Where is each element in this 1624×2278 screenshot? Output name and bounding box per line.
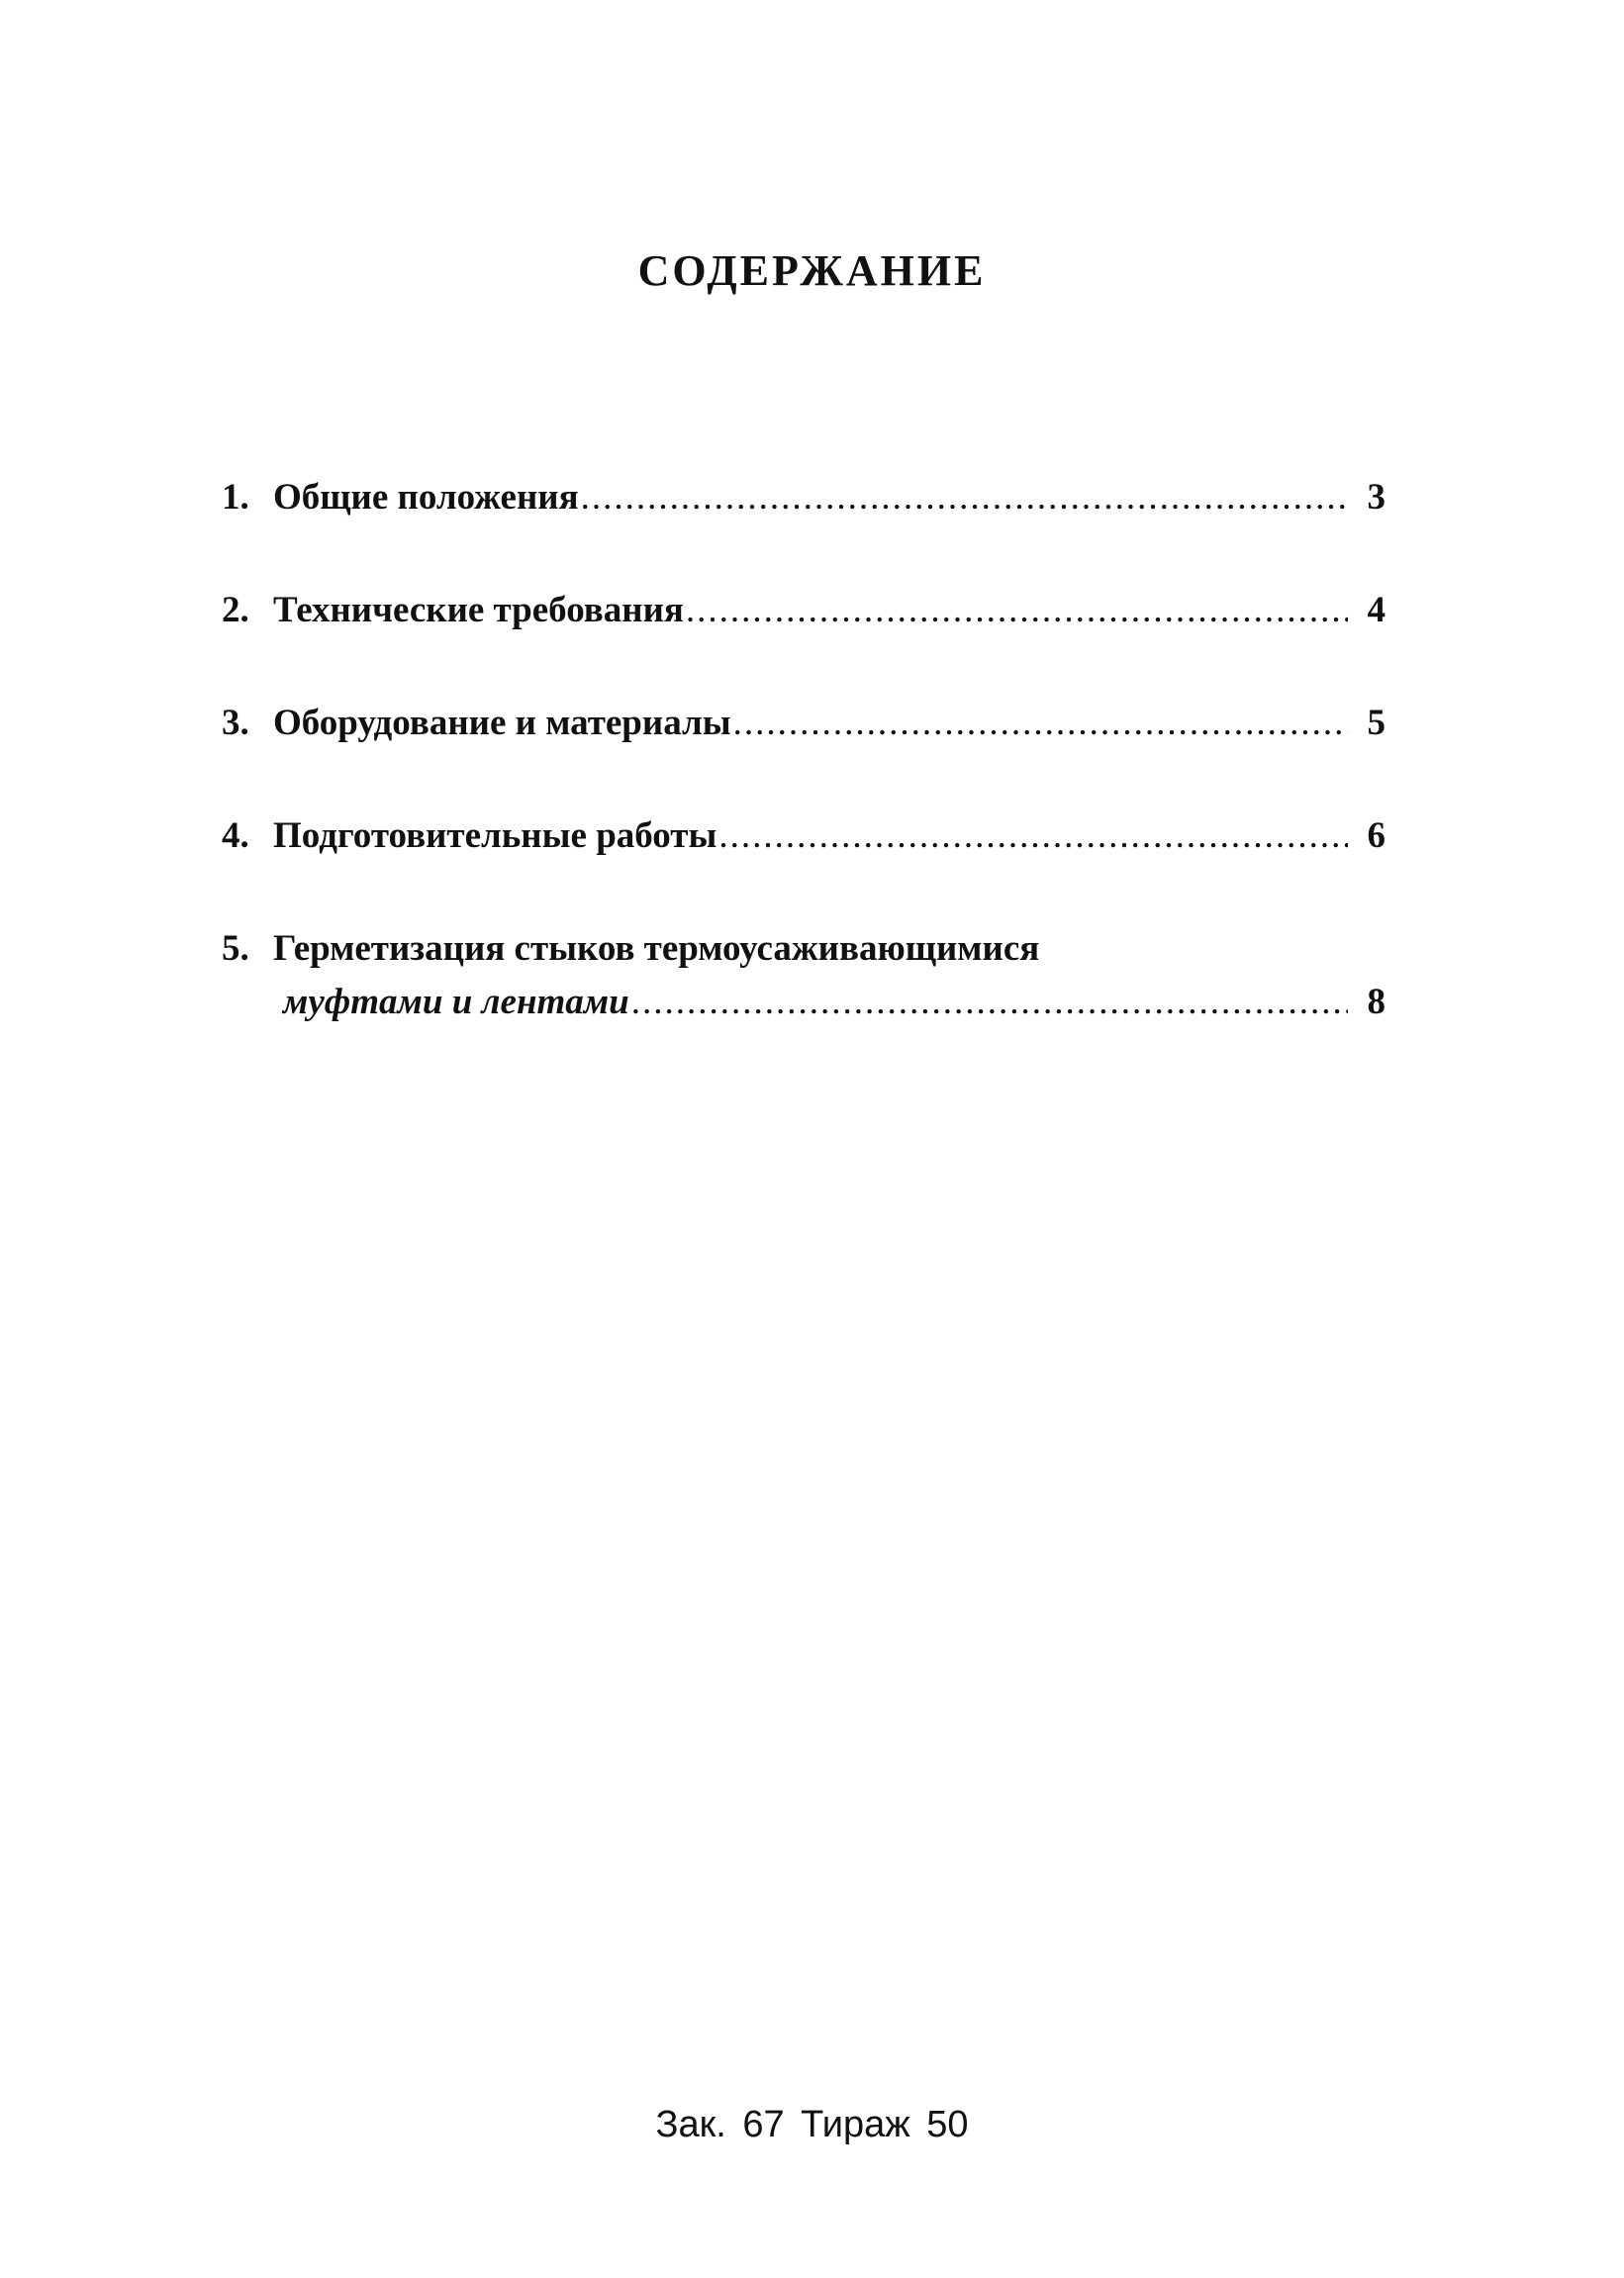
toc-entry-page: 5 (1367, 703, 1385, 743)
table-of-contents (222, 473, 1385, 1027)
toc-entry-page: 3 (1367, 477, 1385, 518)
toc-dot-leader (631, 978, 1348, 1027)
toc-entry (222, 586, 1385, 635)
toc-dot-leader (581, 473, 1348, 522)
toc-entry-continuation-line (222, 978, 1385, 1027)
toc-entry-number: 5. (222, 928, 249, 969)
toc-entry-number: 2. (222, 590, 249, 630)
toc-entry-first-line (222, 924, 1385, 974)
toc-dot-leader (733, 699, 1348, 748)
toc-entry-title-continuation: муфтами и лентами (283, 982, 629, 1022)
toc-dot-leader (686, 586, 1348, 635)
toc-entry-title: Подготовительные работы (273, 815, 717, 856)
toc-entry (222, 811, 1385, 861)
toc-entry-title: Оборудование и материалы (273, 703, 731, 743)
toc-entry-page: 4 (1367, 590, 1385, 630)
toc-entry-page: 6 (1367, 815, 1385, 856)
page-title: СОДЕРЖАНИЕ (637, 246, 987, 295)
print-imprint: Зак. 67 Тираж 50 (655, 2104, 969, 2145)
toc-entry-title: Общие положения (273, 477, 579, 518)
toc-dot-leader (718, 811, 1348, 861)
toc-entry (222, 699, 1385, 748)
toc-entry (222, 924, 1385, 1027)
toc-entry-number: 4. (222, 815, 249, 856)
toc-entry-number: 1. (222, 477, 249, 518)
toc-entry (222, 473, 1385, 522)
toc-entry-page: 8 (1367, 982, 1385, 1022)
toc-entry-title: Герметизация стыков термоусаживающимися (273, 928, 1040, 969)
toc-entry-title: Технические требования (273, 590, 684, 630)
toc-entry-number: 3. (222, 703, 249, 743)
